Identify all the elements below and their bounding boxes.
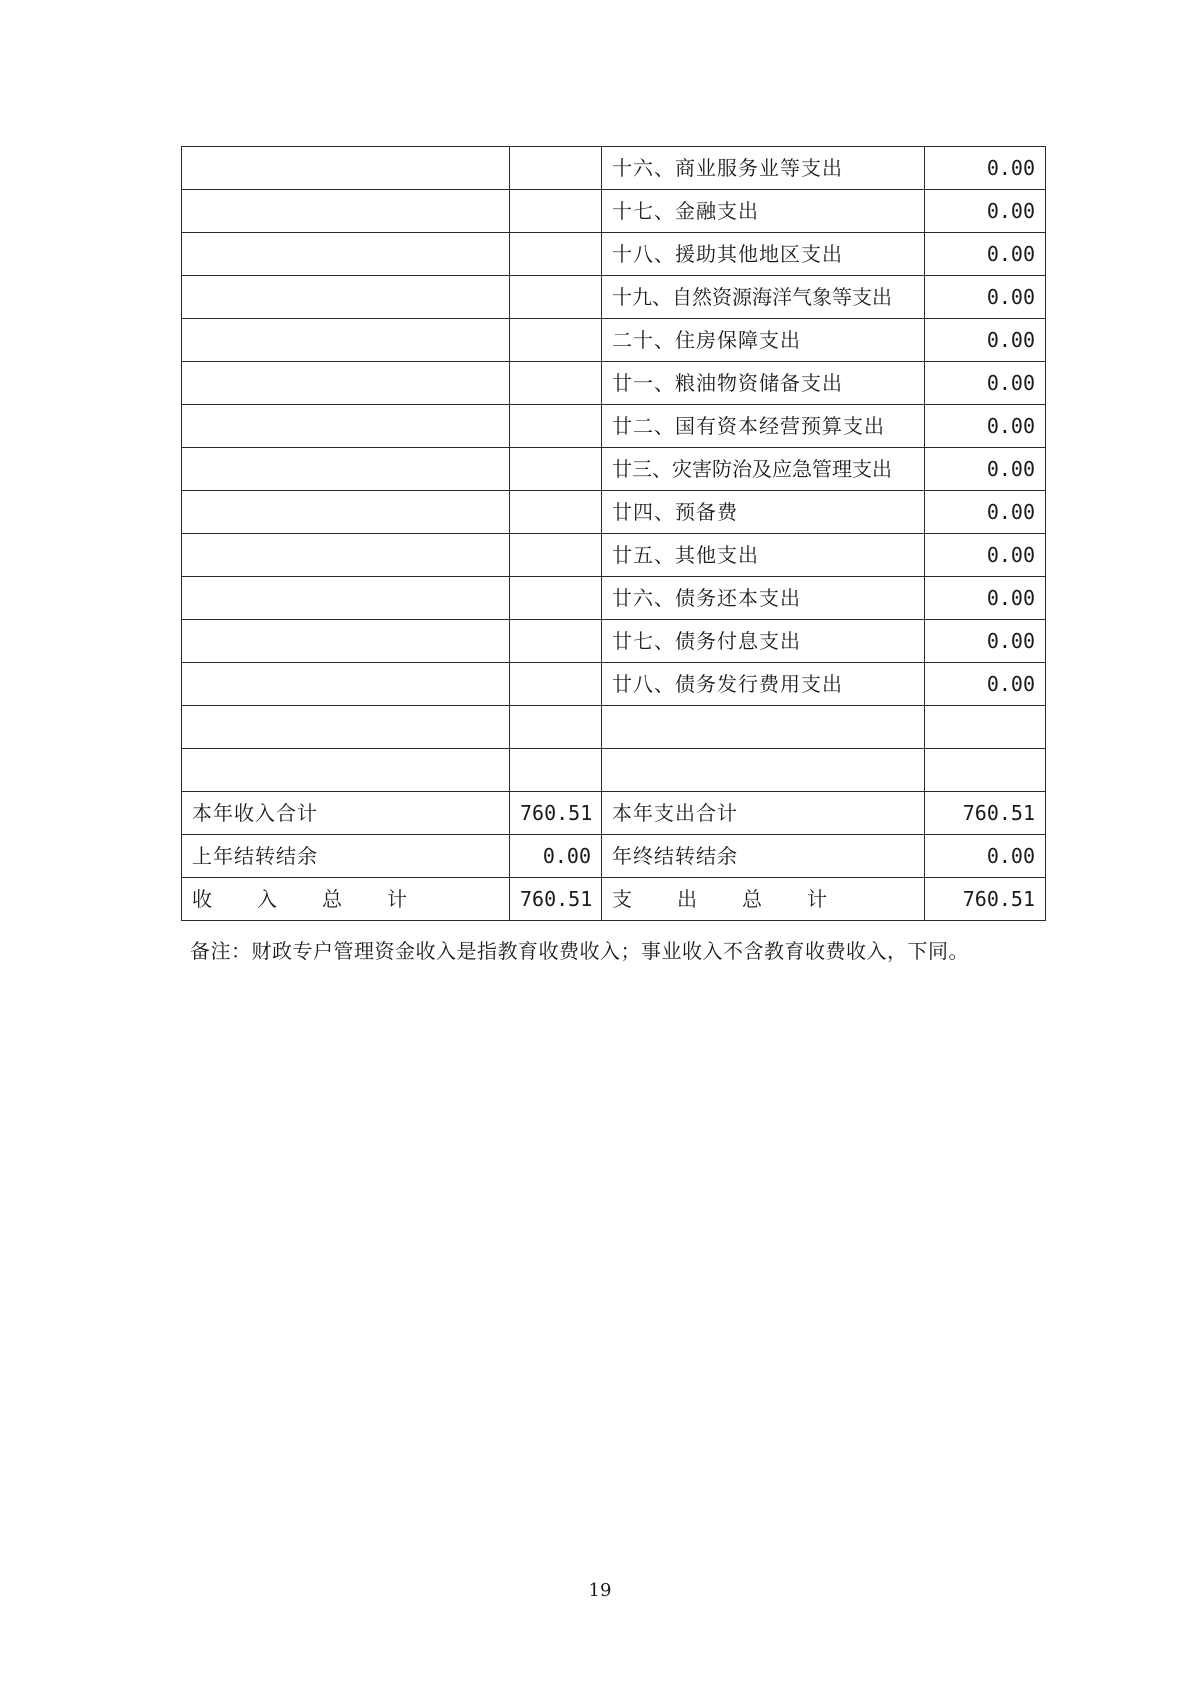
- income-item-label: [182, 233, 510, 276]
- table-row: [182, 663, 1046, 706]
- income-item-label: [182, 749, 510, 792]
- expenditure-item-value: 0.00: [925, 620, 1046, 663]
- expenditure-total-label: [602, 878, 925, 921]
- expenditure-item-value: 0.00: [925, 491, 1046, 534]
- income-item-value: [510, 190, 602, 233]
- table-row: [182, 534, 1046, 577]
- expenditure-subtotal-value: 760.51: [925, 792, 1046, 835]
- income-item-value: [510, 448, 602, 491]
- year-end-carryover-value: 0.00: [925, 835, 1046, 878]
- expenditure-item-label: 十八、援助其他地区支出: [602, 233, 925, 276]
- income-item-value: [510, 362, 602, 405]
- expenditure-item-value: 0.00: [925, 233, 1046, 276]
- income-subtotal-label: 本年收入合计: [182, 792, 510, 835]
- expenditure-total-char: 计: [807, 887, 827, 911]
- income-total-char: 计: [387, 887, 407, 911]
- income-expenditure-table: [181, 146, 1046, 921]
- expenditure-item-value: 0.00: [925, 405, 1046, 448]
- table-body: [182, 147, 1046, 921]
- income-item-label: [182, 706, 510, 749]
- income-item-label: [182, 276, 510, 319]
- table-row: [182, 835, 1046, 878]
- table-row: [182, 405, 1046, 448]
- expenditure-item-label: [602, 749, 925, 792]
- expenditure-item-value: 0.00: [925, 577, 1046, 620]
- table-row: [182, 577, 1046, 620]
- expenditure-item-value: 0.00: [925, 663, 1046, 706]
- table-row: [182, 491, 1046, 534]
- page-number: 19: [588, 1580, 612, 1601]
- income-item-label: [182, 620, 510, 663]
- table-row: [182, 620, 1046, 663]
- expenditure-item-value: 0.00: [925, 147, 1046, 190]
- table-row: [182, 319, 1046, 362]
- table-row: [182, 749, 1046, 792]
- year-end-carryover-label: 年终结转结余: [602, 835, 925, 878]
- table-row: [182, 362, 1046, 405]
- income-total-char: 收: [192, 887, 212, 911]
- expenditure-item-value: [925, 749, 1046, 792]
- table-row: [182, 706, 1046, 749]
- expenditure-item-value: 0.00: [925, 276, 1046, 319]
- prior-year-carryover-value: 0.00: [510, 835, 602, 878]
- table-row: [182, 448, 1046, 491]
- expenditure-total-char: 支: [612, 887, 632, 911]
- income-item-value: [510, 319, 602, 362]
- table-row-total: [182, 878, 1046, 921]
- income-item-label: [182, 190, 510, 233]
- income-item-label: [182, 491, 510, 534]
- expenditure-item-label: 廿六、债务还本支出: [602, 577, 925, 620]
- income-item-label: [182, 362, 510, 405]
- income-item-label: [182, 147, 510, 190]
- income-total-value: 760.51: [510, 878, 602, 921]
- expenditure-item-label: 廿四、预备费: [602, 491, 925, 534]
- expenditure-subtotal-label: 本年支出合计: [602, 792, 925, 835]
- income-item-label: [182, 319, 510, 362]
- table-row: [182, 276, 1046, 319]
- expenditure-item-value: 0.00: [925, 362, 1046, 405]
- expenditure-item-label: 十六、商业服务业等支出: [602, 147, 925, 190]
- income-subtotal-value: 760.51: [510, 792, 602, 835]
- expenditure-item-label: 十九、自然资源海洋气象等支出: [602, 276, 925, 319]
- income-item-value: [510, 620, 602, 663]
- income-total-char: 总: [322, 887, 342, 911]
- income-item-value: [510, 233, 602, 276]
- expenditure-total-value: 760.51: [925, 878, 1046, 921]
- expenditure-item-label: 廿八、债务发行费用支出: [602, 663, 925, 706]
- expenditure-item-value: [925, 706, 1046, 749]
- income-item-value: [510, 491, 602, 534]
- income-item-value: [510, 706, 602, 749]
- expenditure-item-label: 廿七、债务付息支出: [602, 620, 925, 663]
- prior-year-carryover-label: 上年结转结余: [182, 835, 510, 878]
- income-item-value: [510, 577, 602, 620]
- table-row: [182, 792, 1046, 835]
- income-item-value: [510, 749, 602, 792]
- expenditure-item-label: 十七、金融支出: [602, 190, 925, 233]
- expenditure-total-char: 总: [742, 887, 762, 911]
- income-item-value: [510, 534, 602, 577]
- income-item-label: [182, 405, 510, 448]
- income-item-value: [510, 663, 602, 706]
- income-item-value: [510, 147, 602, 190]
- table-footnote: 备注：财政专户管理资金收入是指教育收费收入；事业收入不含教育收费收入，下同。: [190, 939, 969, 963]
- expenditure-item-value: 0.00: [925, 319, 1046, 362]
- expenditure-item-label: 廿五、其他支出: [602, 534, 925, 577]
- expenditure-item-value: 0.00: [925, 534, 1046, 577]
- expenditure-total-char: 出: [677, 887, 697, 911]
- table-row: [182, 147, 1046, 190]
- expenditure-item-value: 0.00: [925, 448, 1046, 491]
- income-total-char: 入: [257, 887, 277, 911]
- income-item-label: [182, 534, 510, 577]
- table-row: [182, 190, 1046, 233]
- income-item-label: [182, 577, 510, 620]
- expenditure-item-label: [602, 706, 925, 749]
- income-item-label: [182, 663, 510, 706]
- income-total-label: [182, 878, 510, 921]
- expenditure-item-label: 廿一、粮油物资储备支出: [602, 362, 925, 405]
- income-item-label: [182, 448, 510, 491]
- expenditure-item-label: 廿三、灾害防治及应急管理支出: [602, 448, 925, 491]
- table-row: [182, 233, 1046, 276]
- income-item-value: [510, 405, 602, 448]
- income-item-value: [510, 276, 602, 319]
- expenditure-item-value: 0.00: [925, 190, 1046, 233]
- expenditure-item-label: 二十、住房保障支出: [602, 319, 925, 362]
- expenditure-item-label: 廿二、国有资本经营预算支出: [602, 405, 925, 448]
